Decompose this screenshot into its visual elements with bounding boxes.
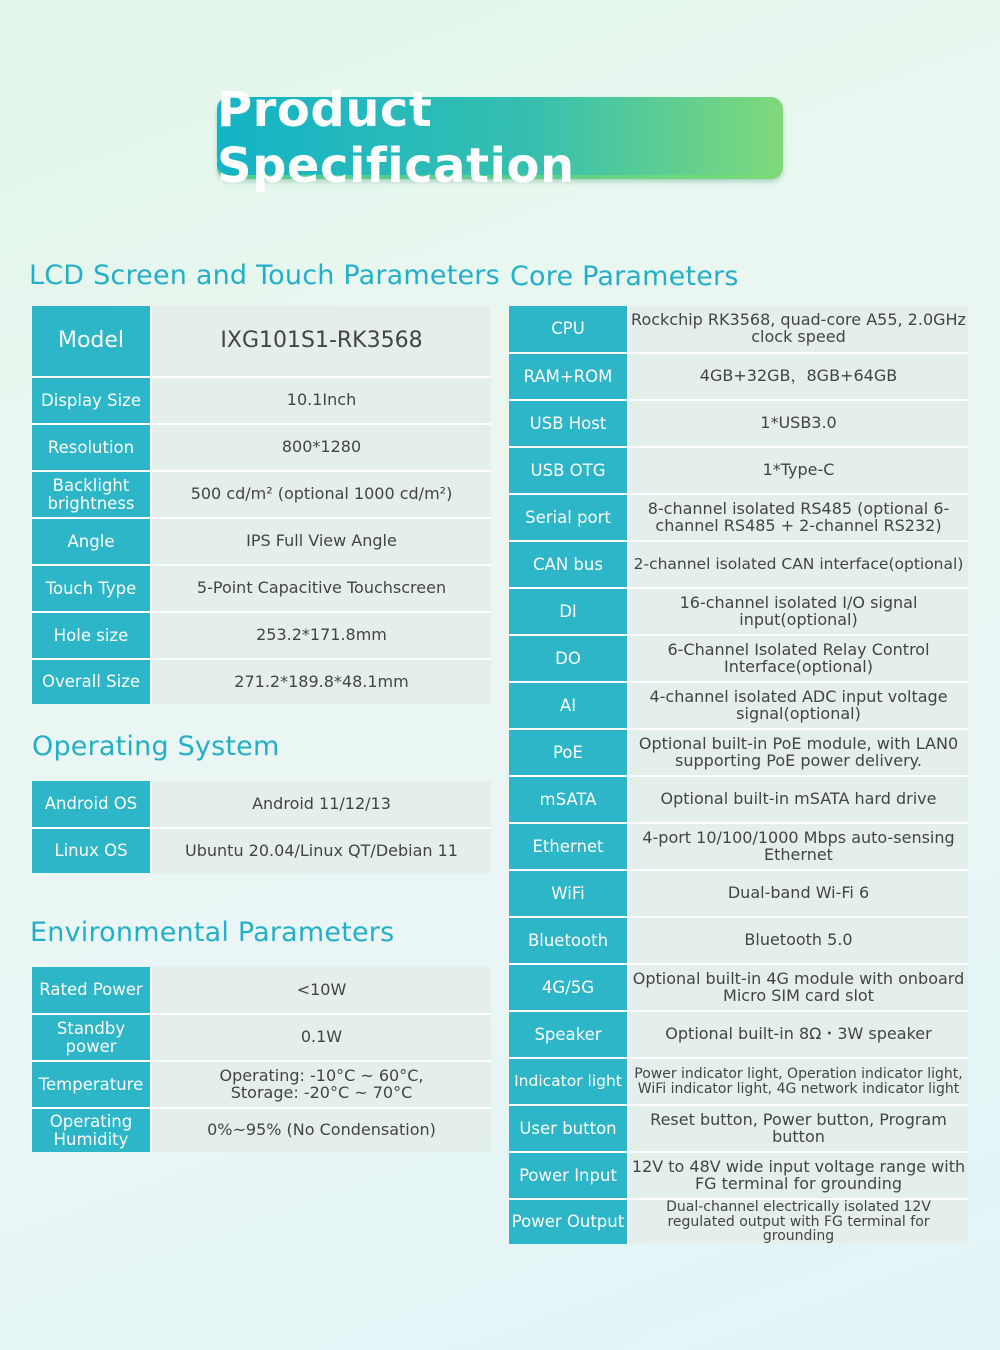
row-label: Standby power [32,1014,151,1061]
row-label: 4G/5G [509,964,628,1011]
table-row [509,353,968,400]
row-label: Ethernet [509,823,628,870]
row-label: Overall Size [32,659,151,704]
row-label: CAN bus [509,541,628,588]
table-row [509,870,968,917]
row-value: <10W [151,967,491,1014]
row-value: Dual-band Wi-Fi 6 [628,870,968,917]
table-row [32,306,491,377]
row-value: Ubuntu 20.04/Linux QT/Debian 11 [151,828,491,873]
table-row [509,823,968,870]
table-row [509,447,968,494]
row-label: Model [32,306,151,377]
table-row [32,1108,491,1152]
table-row [32,781,491,828]
row-value: 4-channel isolated ADC input voltage signal(optional) [628,682,968,729]
table-row [32,612,491,659]
row-value: 253.2*171.8mm [151,612,491,659]
row-label: USB OTG [509,447,628,494]
row-value: 800*1280 [151,424,491,471]
row-label: Display Size [32,377,151,424]
row-label: Hole size [32,612,151,659]
table-row [32,565,491,612]
lcd-section-title: LCD Screen and Touch Parameters [29,260,500,291]
row-label: Operating Humidity [32,1108,151,1152]
os-section-title: Operating System [32,731,280,762]
row-value: 8-channel isolated RS485 (optional 6-channel RS485 + 2-channel RS232) [628,494,968,541]
row-label: DI [509,588,628,635]
row-value: IPS Full View Angle [151,518,491,565]
row-value: Android 11/12/13 [151,781,491,828]
row-label: Linux OS [32,828,151,873]
row-value: 4-port 10/100/1000 Mbps auto-sensing Ethernet [628,823,968,870]
row-value: Optional built-in PoE module, with LAN0 supporting PoE power delivery. [628,729,968,776]
table-row [32,518,491,565]
row-value: 500 cd/m² (optional 1000 cd/m²) [151,471,491,518]
lcd-table [32,306,491,704]
table-row [509,306,968,353]
row-label: AI [509,682,628,729]
table-row [32,659,491,704]
row-value: Power indicator light, Operation indicator light, WiFi indicator light, 4G network indicator light [628,1058,968,1105]
table-row [509,729,968,776]
row-value: IXG101S1-RK3568 [151,306,491,377]
row-value: 10.1Inch [151,377,491,424]
table-row [32,424,491,471]
os-table [32,781,491,873]
row-value: Reset button, Power button, Program button [628,1105,968,1152]
table-row [32,471,491,518]
table-row [32,1061,491,1108]
table-row [509,1152,968,1199]
table-row [32,967,491,1014]
row-value: Optional built-in 4G module with onboard Micro SIM card slot [628,964,968,1011]
page-title: Product Specification [217,82,575,194]
table-row [32,1014,491,1061]
row-label: WiFi [509,870,628,917]
row-value: 16-channel isolated I/O signal input(optional) [628,588,968,635]
row-label: RAM+ROM [509,353,628,400]
env-section-title: Environmental Parameters [30,917,395,948]
row-label: PoE [509,729,628,776]
row-value: 0%~95% (No Condensation) [151,1108,491,1152]
table-row [32,377,491,424]
table-row [509,1105,968,1152]
row-label: User button [509,1105,628,1152]
table-row [509,964,968,1011]
row-value: 0.1W [151,1014,491,1061]
env-table [32,967,491,1152]
row-value: Operating: -10°C ~ 60°C, Storage: -20°C ~ 70°C [151,1061,491,1108]
row-value: 271.2*189.8*48.1mm [151,659,491,704]
table-row [509,400,968,447]
table-row [509,1058,968,1105]
row-label: USB Host [509,400,628,447]
page-title-badge [217,82,783,194]
row-label: Temperature [32,1061,151,1108]
row-label: CPU [509,306,628,353]
row-value: Optional built-in 8Ω・3W speaker [628,1011,968,1058]
row-value: 12V to 48V wide input voltage range with FG terminal for grounding [628,1152,968,1199]
row-label: Bluetooth [509,917,628,964]
table-row [509,588,968,635]
row-label: Serial port [509,494,628,541]
row-label: Android OS [32,781,151,828]
row-label: Rated Power [32,967,151,1014]
row-value: 6-Channel Isolated Relay Control Interface(optional) [628,635,968,682]
table-row [509,635,968,682]
row-value: Rockchip RK3568, quad-core A55, 2.0GHz clock speed [628,306,968,353]
row-label: Resolution [32,424,151,471]
row-value: 2-channel isolated CAN interface(optional) [628,541,968,588]
row-label: Backlight brightness [32,471,151,518]
row-value: Bluetooth 5.0 [628,917,968,964]
row-label: Touch Type [32,565,151,612]
row-label: DO [509,635,628,682]
row-value: 1*USB3.0 [628,400,968,447]
row-value: 1*Type-C [628,447,968,494]
core-table [509,306,968,1244]
row-value: 5-Point Capacitive Touchscreen [151,565,491,612]
table-row [509,682,968,729]
row-value: 4GB+32GB，8GB+64GB [628,353,968,400]
table-row [509,541,968,588]
row-value: Optional built-in mSATA hard drive [628,776,968,823]
table-row [509,1199,968,1244]
row-label: Indicator light [509,1058,628,1105]
table-row [509,494,968,541]
row-label: mSATA [509,776,628,823]
row-label: Power Input [509,1152,628,1199]
table-row [509,917,968,964]
table-row [32,828,491,873]
row-label: Angle [32,518,151,565]
row-label: Speaker [509,1011,628,1058]
row-value: Dual-channel electrically isolated 12V regulated output with FG terminal for grounding [628,1199,968,1244]
core-section-title: Core Parameters [510,261,739,292]
table-row [509,1011,968,1058]
table-row [509,776,968,823]
row-label: Power Output [509,1199,628,1244]
